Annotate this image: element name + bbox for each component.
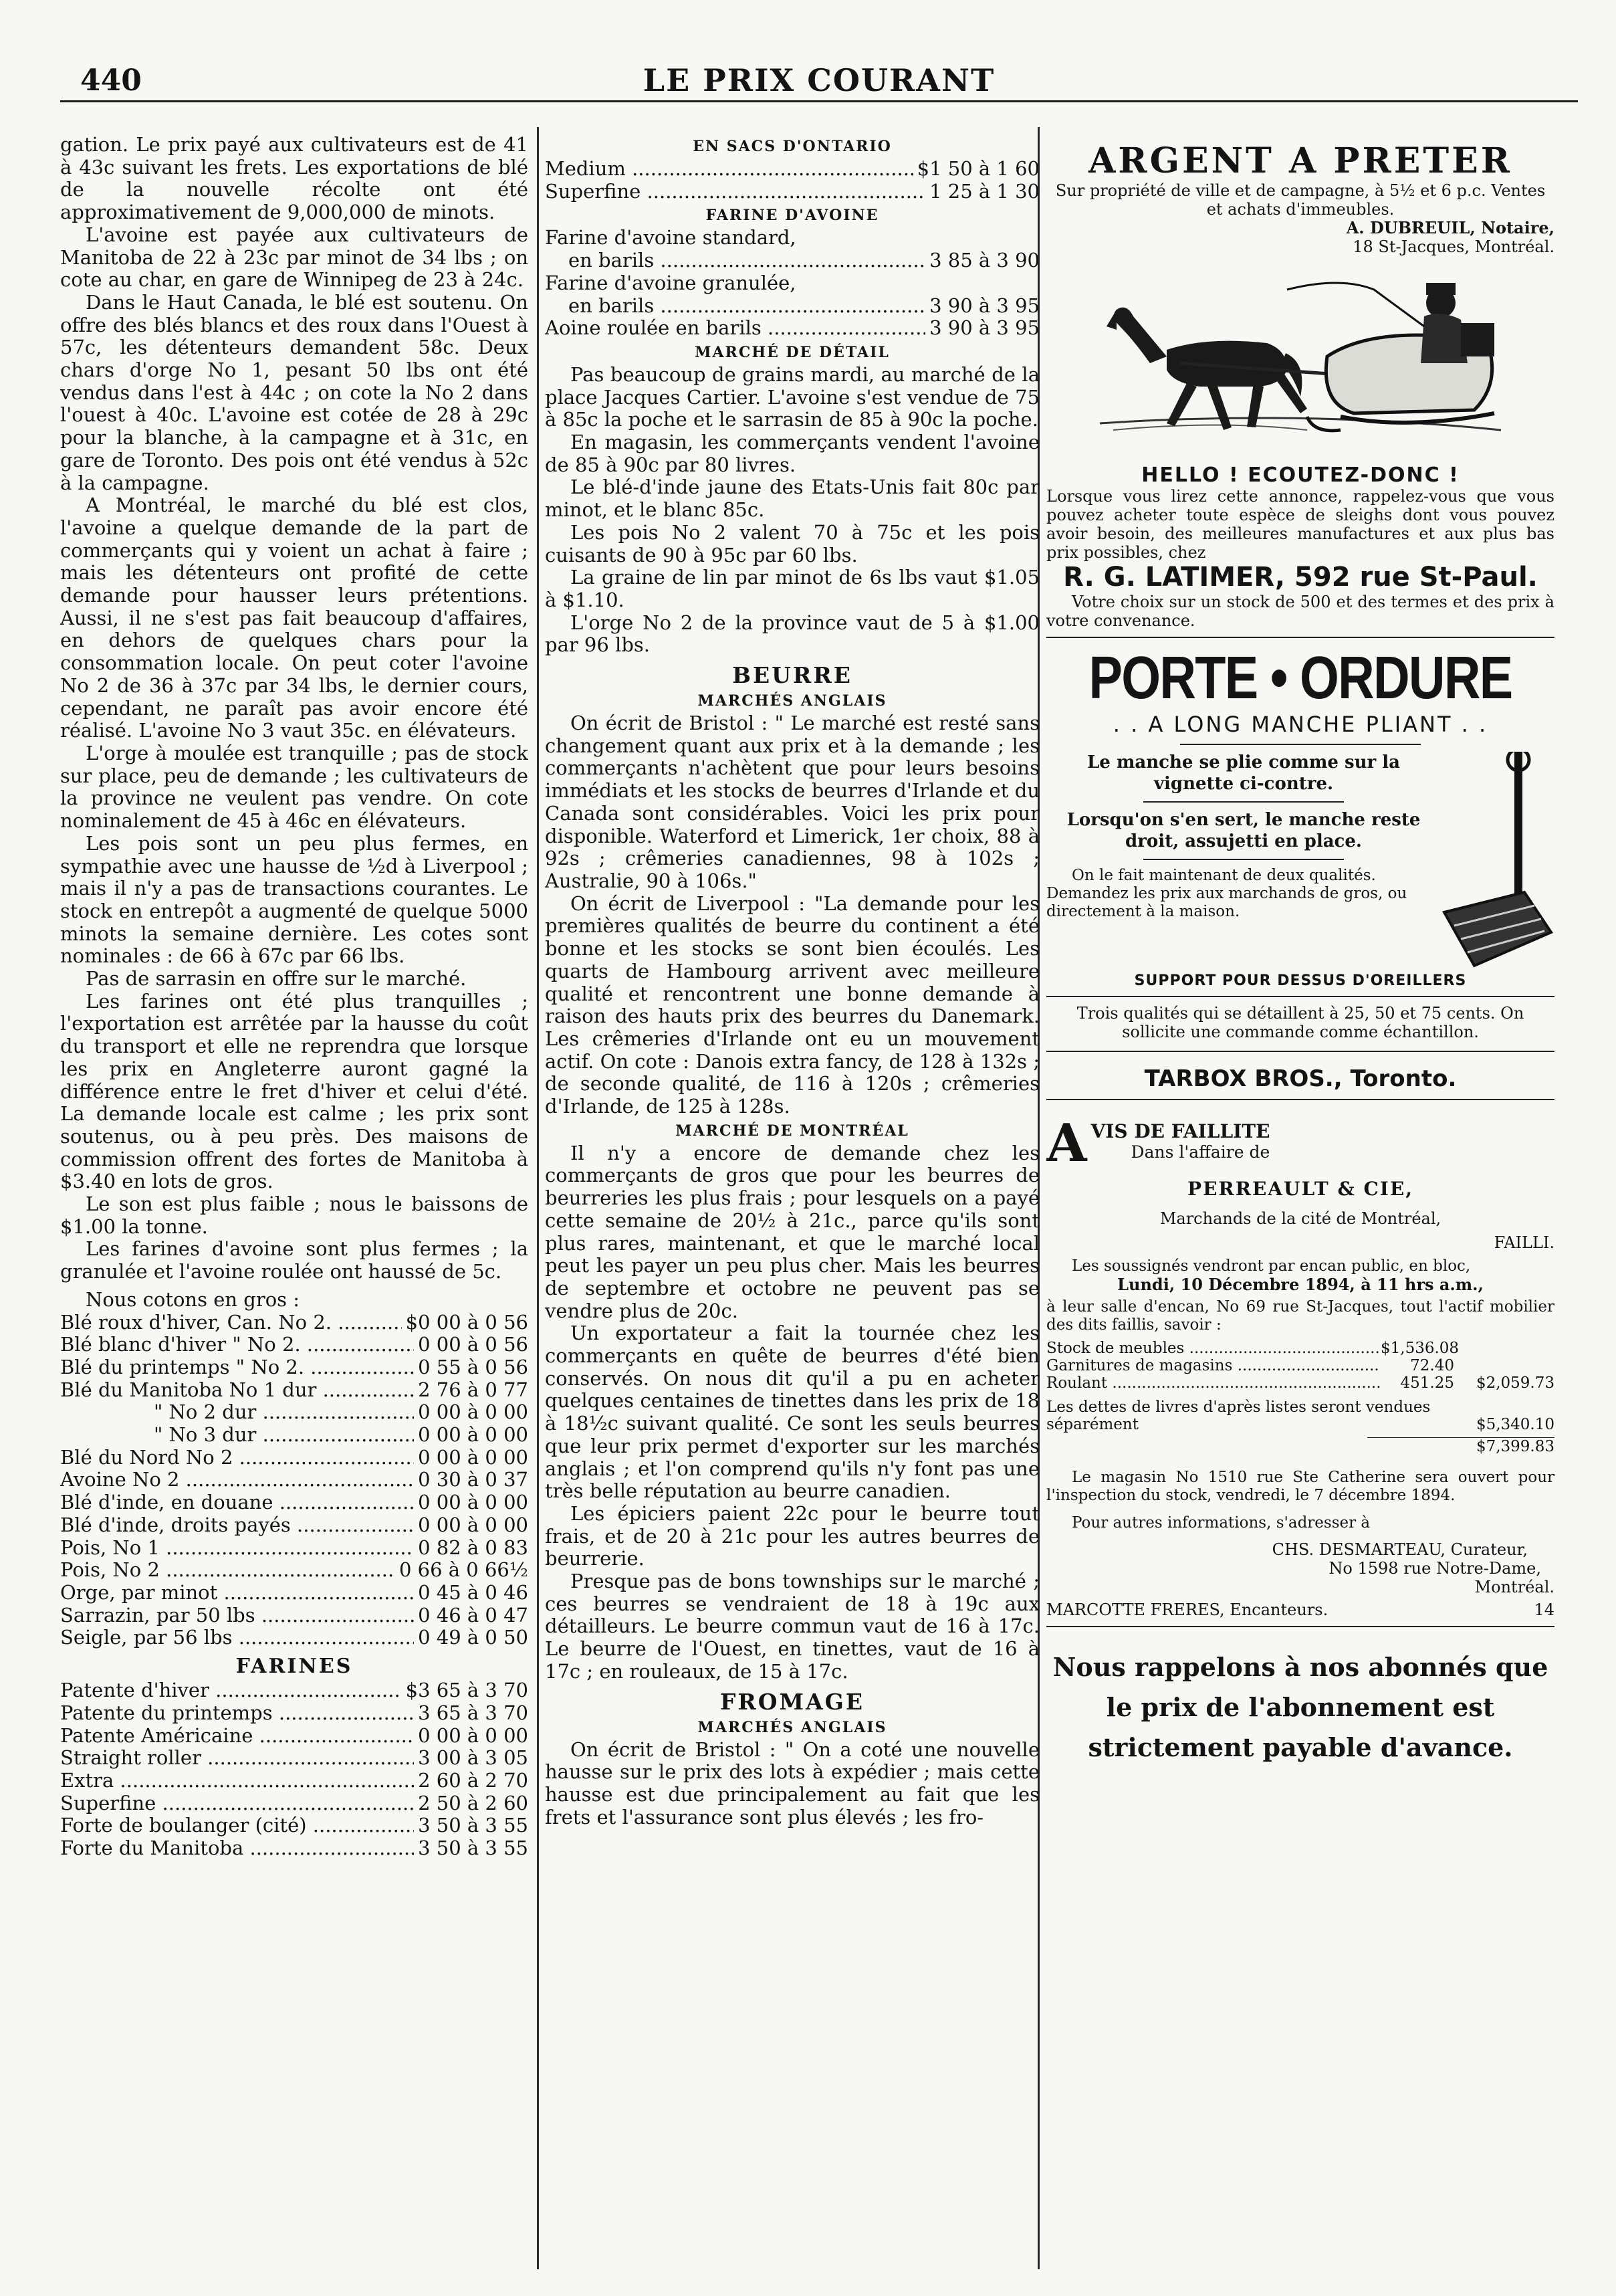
price-row: Blé d'inde, droits payés ..... 0 00 à 0 00 — [60, 1514, 528, 1537]
price-row: Straight roller ..... 3 00 à 3 05 — [60, 1747, 528, 1770]
price-row: Medium ..... $1 50 à 1 60 — [545, 158, 1040, 181]
notice-location: à leur salle d'encan, No 69 rue St-Jacques, tout l'actif mobilier des dits faillis, savoir : — [1046, 1298, 1554, 1334]
ad-sizes: Trois qualités qui se détaillent à 25, 50 et 75 cents. On sollicite une commande comme échantillon. — [1076, 1004, 1524, 1041]
masthead-title: LE PRIX COURANT — [643, 62, 996, 98]
price-row: en barils ..... 3 85 à 3 90 — [545, 249, 1040, 272]
paragraph: En magasin, les commerçants vendent l'avoine de 85 à 90c par 80 livres. — [545, 431, 1040, 476]
column-left — [60, 134, 528, 2256]
horse-sleigh-illustration-icon — [1086, 263, 1514, 463]
paragraph: Dans le Haut Canada, le blé est soutenu. On offre des blés blancs et des roux dans l'Ouest à 57c, les détenteurs demandent 58c. Deux chars d'orge No 1, pesant 50 lbs ont été vendus dans l'est à 44c ; on cote la No 2 dans l'ouest à 40c. L'avoine est cotée de 28 à 29c pour la blanche, à la campagne et à 31c, en gare de Toronto. Des pois ont été vendus à 52c à la campagne. — [60, 290, 528, 494]
grain-price-list — [60, 1312, 528, 1650]
ad-subtitle: . . A LONG MANCHE PLIANT . . — [1113, 712, 1488, 737]
ad-argent — [1046, 140, 1554, 256]
price-row: Patente du printemps ..... 3 65 à 3 70 — [60, 1702, 528, 1725]
paragraph: Presque pas de bons townships sur le marché ; ces beurres se vendraient de 18 à 19c aux détailleurs. Le beurre commun vaut de 16 à 17c. Le beurre de l'Ouest, en tinettes, vaut de 16 à 17c ; en rouleaux, de 15 à 17c. — [545, 1570, 1040, 1683]
ledger-row: Les dettes de livres d'après listes seront vendues séparément $5,340.10 — [1046, 1398, 1554, 1433]
ad-hello-heading: HELLO ! ECOUTEZ-DONC ! — [1141, 463, 1460, 487]
price-row: Blé du Nord No 2 ..... 0 00 à 0 00 — [60, 1447, 528, 1469]
paragraph: A Montréal, le marché du blé est clos, l'avoine a quelque demande de la part de commerçants qui y voient un achat à faire ; mais les détenteurs ont profité de cette demande pour hausser leurs prétentions. Aussi, il ne s'est pas fait beaucoup d'affaires, en dehors de quelques chars pour la consommation locale. On peut coter l'avoine No 2 de 36 à 37c par 34 lbs, le dernier cours, cependant, ne paraît pas avoir encore été réalisé. L'avoine No 3 vaut 35c. en élévateurs. — [60, 494, 528, 742]
header-rule — [60, 100, 1578, 102]
drop-cap: A — [1046, 1113, 1087, 1174]
section-heading: FROMAGE — [719, 1688, 865, 1715]
paragraph: La graine de lin par minot de 6s lbs vaut $1.05 à $1.10. — [545, 566, 1040, 611]
price-row: Patente Américaine ..... 0 00 à 0 00 — [60, 1725, 528, 1748]
price-row: " No 3 dur ..... 0 00 à 0 00 — [60, 1424, 528, 1447]
ad-faillite — [1046, 1113, 1554, 1619]
notice-title: VIS DE FAILLITE — [1090, 1120, 1270, 1142]
notice-magasin: Le magasin No 1510 rue Ste Catherine sera ouvert pour l'inspection du stock, vendredi, le 7 décembre 1894. — [1046, 1469, 1554, 1504]
paragraph: Pas de sarrasin en offre sur le marché. — [86, 967, 467, 990]
subsection-heading: MARCHÉ DE MONTRÉAL — [675, 1122, 909, 1140]
ad-divider — [1046, 996, 1554, 997]
ad-line: On le fait maintenant de deux qualités. Demandez les prix aux marchands de gros, ou directement à la maison. — [1046, 867, 1407, 920]
ad-divider — [1046, 637, 1554, 638]
column-divider — [537, 127, 539, 2269]
paragraph: gation. Le prix payé aux cultivateurs est de 41 à 43c suivant les frets. Les exportations de blé de la nouvelle récolte ont été approximativement de 9,000,000 de minots. — [60, 134, 528, 224]
notice-city: Montréal. — [1474, 1578, 1554, 1596]
price-row: Blé du printemps " No 2. ..... 0 55 à 0 56 — [60, 1356, 528, 1379]
price-row: Sarrazin, par 50 lbs ..... 0 46 à 0 47 — [60, 1604, 528, 1627]
price-row: Superfine ..... 2 50 à 2 60 — [60, 1792, 528, 1815]
dustpan-icon — [1441, 752, 1554, 972]
ad-line: Le manche se plie comme sur la vignette ci-contre. — [1086, 752, 1401, 794]
ad-porte-ordure — [1046, 645, 1554, 1092]
ad-latimer-name: R. G. LATIMER, 592 rue St-Paul. — [1063, 562, 1538, 593]
price-row: Seigle, par 56 lbs ..... 0 49 à 0 50 — [60, 1627, 528, 1649]
price-row: Blé blanc d'hiver " No 2. ..... 0 00 à 0 56 — [60, 1334, 528, 1356]
ad-line: Lorsqu'on s'en sert, le manche reste droit, assujetti en place. — [1066, 810, 1421, 851]
ledger-row: Stock de meubles ..... $1,536.08 — [1046, 1340, 1554, 1357]
ad-body: Sur propriété de ville et de campagne, à 5½ et 6 p.c. Ventes et achats d'immeubles. — [1055, 181, 1546, 219]
notice-header — [1046, 1113, 1554, 1174]
price-row: Pois, No 2 ..... 0 66 à 0 66½ — [60, 1559, 528, 1582]
ad-latimer — [1046, 263, 1554, 630]
paragraph: Les pois sont un peu plus fermes, en sympathie avec une hausse de ½d à Liverpool ; mais il n'y a pas de transactions courantes. Le stock en entrepôt a augmenté de quelque 5000 minots la semaine dernière. Les cotes sont nominales : de 66 à 67c par 66 lbs. — [60, 831, 528, 968]
paragraph: L'orge No 2 de la province vaut de 5 à $1.00 par 96 lbs. — [545, 611, 1040, 657]
notice-intro: Les soussignés vendront par encan public, en bloc, — [1072, 1257, 1471, 1275]
price-row: Avoine No 2 ..... 0 30 à 0 37 — [60, 1469, 528, 1491]
ad-row — [1046, 752, 1554, 972]
price-row: Pois, No 1 ..... 0 82 à 0 83 — [60, 1537, 528, 1560]
price-row: Orge, par minot ..... 0 45 à 0 46 — [60, 1582, 528, 1604]
price-row: Forte du Manitoba ..... 3 50 à 3 55 — [60, 1837, 528, 1860]
notice-ledger — [1046, 1340, 1554, 1455]
flour-price-list — [60, 1679, 528, 1860]
ad-divider — [1046, 1051, 1554, 1052]
price-row: en barils ..... 3 90 à 3 95 — [545, 295, 1040, 318]
paragraph: Il n'y a encore de demande chez les commerçants de gros que pour les beurres de beurreries les plus frais ; pour lesquels on a payé cette semaine de 20½ à 21c., parce qu'ils sont plus rares, maintenant, et que le marché local peut les payer un peu plus cher. Mais les beurres de septembre et octobre ne peuvent pas se vendre plus de 20c. — [545, 1141, 1040, 1322]
ad-divider — [1046, 1099, 1554, 1100]
price-row: Farine d'avoine granulée, — [545, 271, 796, 294]
page-number: 440 — [80, 64, 142, 98]
ad-company: TARBOX BROS., Toronto. — [1144, 1065, 1457, 1092]
price-row: " No 2 dur ..... 0 00 à 0 00 — [60, 1401, 528, 1424]
price-row: Patente d'hiver ..... $3 65 à 3 70 — [60, 1679, 528, 1702]
price-row: Extra ..... 2 60 à 2 70 — [60, 1770, 528, 1792]
notice-curator: CHS. DESMARTEAU, Curateur, — [1272, 1540, 1528, 1559]
price-row: Blé du Manitoba No 1 dur ..... 2 76 à 0 77 — [60, 1379, 528, 1402]
ad-title: PORTE • ORDURE — [1088, 645, 1512, 712]
paragraph: Les farines ont été plus tranquilles ; l'exportation est arrêtée par la hausse du coût du transport et elle ne reprendra que lorsque les prix en Angleterre auront gagné la différence entre le fret d'hiver et celui d'été. La demande locale est calme ; les prix sont soutenus, ou à peu près. Des maisons de commission offrent des fortes de Manitoba à $3.40 en lots de gros. — [60, 989, 528, 1193]
notice-title-block — [1091, 1120, 1270, 1162]
price-row: Superfine ..... 1 25 à 1 30 — [545, 181, 1040, 203]
price-row: Aoine roulée en barils ..... 3 90 à 3 95 — [545, 317, 1040, 340]
column-middle — [545, 134, 1040, 2256]
page-header — [0, 0, 1616, 107]
price-row: Blé roux d'hiver, Can. No 2. ..... $0 00 à 0 56 — [60, 1312, 528, 1334]
section-heading: FARINES — [235, 1655, 353, 1679]
ad-signer: A. DUBREUIL, Notaire, — [1346, 218, 1554, 237]
subscription-notice: Nous rappelons à nos abonnés que le prix de l'abonnement est strictement payable d'avance. — [1052, 1652, 1548, 1762]
paragraph: On écrit de Liverpool : "La demande pour les premières qualités de beurre du continent a été bonne et les stocks se sont bien écoulés. Les quarts de Hambourg arrivent avec meilleure qualité et rencontrent une bonne demande à raison des hauts prix des beurres du Danemark. Les crêmeries d'Irlande ont eu un mouvement actif. On cote : Danois extra fancy, de 128 à 132s ; de seconde qualité, de 116 à 120s ; crêmeries d'Irlande, de 125 à 128s. — [545, 892, 1040, 1118]
column-right — [1046, 134, 1554, 2256]
notice-curator-address: No 1598 rue Notre-Dame, — [1329, 1559, 1541, 1578]
price-row: Blé d'inde, en douane ..... 0 00 à 0 00 — [60, 1491, 528, 1514]
notice-firm-desc: Marchands de la cité de Montréal, — [1159, 1209, 1441, 1228]
ad-divider — [1180, 744, 1421, 745]
paragraph: Pas beaucoup de grains mardi, au marché de la place Jacques Cartier. L'avoine s'est vendue de 75 à 85c la poche et le sarrasin de 85 à 90c la poche. — [545, 362, 1040, 431]
price-row: Forte de boulanger (cité) ..... 3 50 à 3 55 — [60, 1814, 528, 1837]
notice-firm: PERREAULT & CIE, — [1187, 1178, 1413, 1200]
notice-ref: 14 — [1534, 1600, 1554, 1619]
ledger-row: Roulant ..... 451.25 $2,059.73 — [1046, 1374, 1554, 1392]
paragraph: Le blé-d'inde jaune des Etats-Unis fait 80c par minot, et le blanc 85c. — [545, 476, 1040, 522]
paragraph: Un exportateur a fait la tournée chez les commerçants en quête de beurres d'été bien conservés. On nous dit qu'il a pu en acheter quelques centaines de tinettes dans les prix de 18 à 18½c suivant qualité. Ce sont les seuls beurres que leur prix permet d'exporter sur les marchés anglais ; et l'on comprend qu'ils n'y font pas une très belle réputation au beurre canadien. — [545, 1322, 1040, 1503]
ad-divider — [1046, 1626, 1554, 1627]
ad-divider — [1143, 801, 1344, 803]
ad-support-heading: SUPPORT POUR DESSUS D'OREILLERS — [1134, 972, 1467, 989]
ad-address: 18 St-Jacques, Montréal. — [1353, 237, 1554, 256]
notice-failli: FAILLI. — [1494, 1233, 1554, 1252]
paragraph: Les farines d'avoine sont plus fermes ; la granulée et l'avoine roulée ont haussé de 5c. — [60, 1237, 528, 1283]
ledger-grand-total: $7,399.83 — [1367, 1437, 1554, 1455]
paragraph: L'avoine est payée aux cultivateurs de Manitoba de 22 à 23c par minot de 34 lbs ; on cote au char, en gare de Winnipeg de 23 à 24c. — [60, 223, 528, 292]
paragraph: Le son est plus faible ; nous le baissons de $1.00 la tonne. — [60, 1192, 528, 1238]
section-heading: BEURRE — [732, 662, 852, 689]
paragraph: On écrit de Bristol : " On a coté une nouvelle hausse sur le prix des lots à expédier ; mais cette hausse est due principalement au fait que les frets et l'assurance sont plus élevés ; les fro- — [545, 1738, 1040, 1829]
notice-auctioneer: MARCOTTE FRERES, Encanteurs. — [1046, 1600, 1329, 1619]
notice-date: Lundi, 10 Décembre 1894, à 11 hrs a.m., — [1117, 1275, 1484, 1294]
paragraph: On écrit de Bristol : " Le marché est resté sans changement quant aux prix et à la demande ; les commerçants n'achètent que pour leurs besoins immédiats et les stocks de beurres d'Irlande et du Canada sont considérables. Voici les prix pour disponible. Waterford et Limerick, 1er choix, 88 à 92s ; crêmeries canadiennes, 98 à 102s ; Australie, 90 à 106s." — [545, 712, 1040, 892]
notice-auctioneer-row — [1046, 1600, 1554, 1619]
ad-title: ARGENT A PRETER — [1088, 140, 1512, 181]
paragraph: Les épiciers paient 22c pour le beurre tout frais, et de 20 à 21c pour les autres beurres de beurrerie. — [545, 1501, 1040, 1570]
ad-divider — [1143, 859, 1344, 860]
subsection-heading: MARCHÉS ANGLAIS — [697, 692, 887, 710]
notice-info: Pour autres informations, s'adresser à — [1072, 1514, 1371, 1532]
ad-footer: Votre choix sur un stock de 500 et des termes et des prix à votre convenance. — [1046, 593, 1554, 630]
ad-text-block — [1046, 752, 1441, 972]
ad-body: Lorsque vous lirez cette annonce, rappelez-vous que vous pouvez acheter toute espèce de sleighs dont vous pouvez avoir besoin, des meilleures manufactures et aux plus bas prix possibles, chez — [1046, 487, 1554, 562]
subsection-heading: MARCHÉS ANGLAIS — [697, 1718, 887, 1736]
section-heading: EN SACS D'ONTARIO — [693, 138, 892, 155]
ledger-row: Garnitures de magasins ..... 72.40 — [1046, 1357, 1554, 1374]
price-row: Farine d'avoine standard, — [545, 226, 796, 249]
paragraph: Nous cotons en gros : — [86, 1287, 300, 1311]
notice-line: Dans l'affaire de — [1131, 1142, 1270, 1162]
paragraph: L'orge à moulée est tranquille ; pas de stock sur place, peu de demande ; les cultivateurs de la province ne veulent pas vendre. On cote nominalement de 45 à 46c en élévateurs. — [60, 741, 528, 833]
paragraph: Les pois No 2 valent 70 à 75c et les pois cuisants de 90 à 95c par 60 lbs. — [545, 520, 1040, 566]
section-heading: FARINE D'AVOINE — [705, 207, 879, 225]
section-heading: MARCHÉ DE DÉTAIL — [695, 343, 890, 361]
